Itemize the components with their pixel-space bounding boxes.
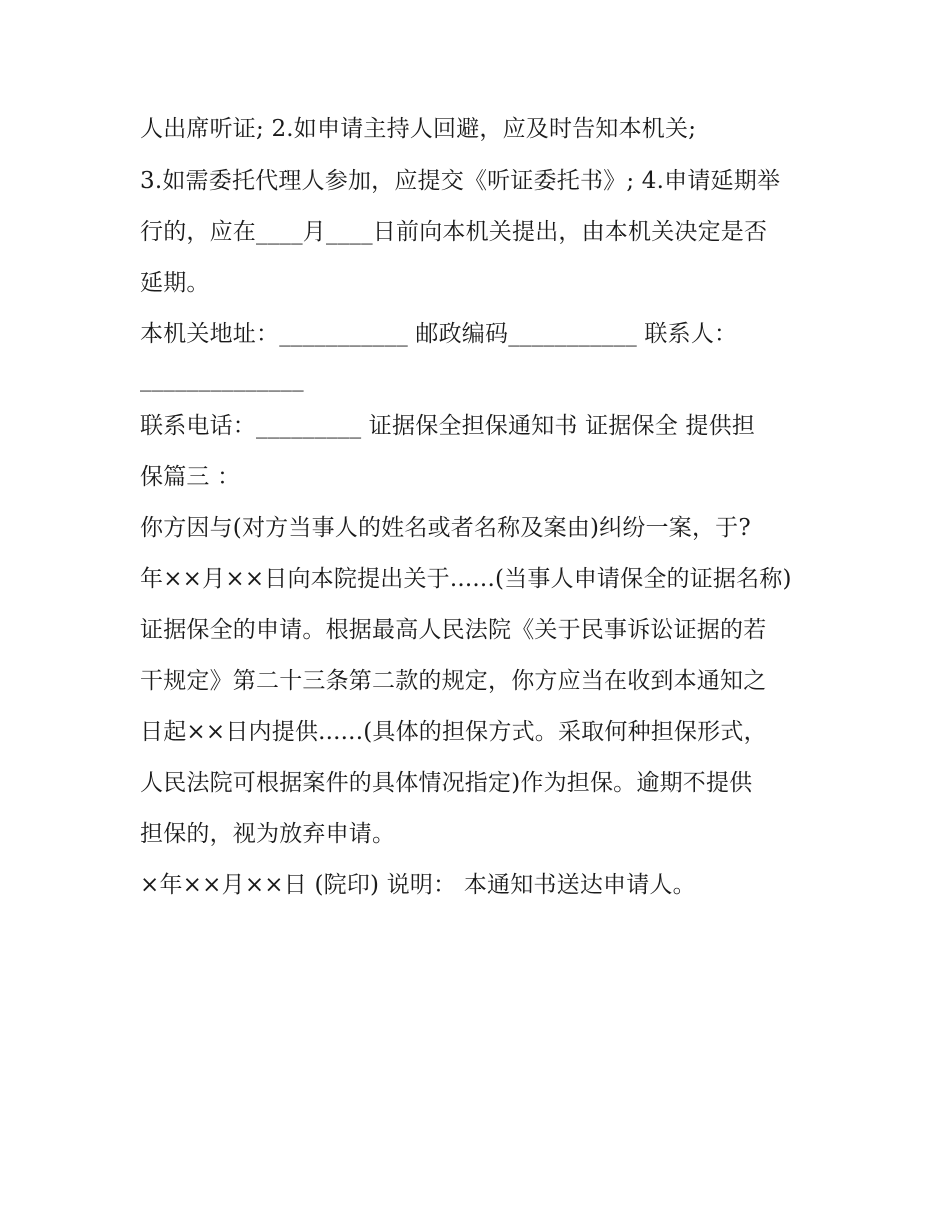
text-line: 3.如需委托代理人参加，应提交《听证委托书》; 4.申请延期举 [140,168,781,194]
text-line: 延期。 [140,270,210,296]
text-line: 联系电话：_________ 证据保全担保通知书 证据保全 提供担 [140,413,756,439]
text-line: 干规定》第二十三条第二款的规定，你方应当在收到本通知之 [140,668,767,694]
text-line: 担保的，视为放弃申请。 [140,821,396,847]
text-line: 日起××日内提供......(具体的担保方式。采取何种担保形式， [140,719,767,745]
text-line: 证据保全的申请。根据最高人民法院《关于民事诉讼证据的若 [140,617,767,643]
text-line: 人出席听证; 2.如申请主持人回避，应及时告知本机关; [140,116,697,142]
text-line: 年××月××日向本院提出关于......(当事人申请保全的证据名称) [140,566,792,592]
text-line: 本机关地址：___________ 邮政编码___________ 联系人： [140,321,738,347]
text-line: ______________ [140,366,304,392]
text-line: 保篇三 ： [140,464,241,490]
text-line: 人民法院可根据案件的具体情况指定)作为担保。逾期不提供 [140,770,753,796]
text-line: 你方因与(对方当事人的姓名或者名称及案由)纠纷一案，于? [140,515,751,541]
text-line: 行的，应在____月____日前向本机关提出，由本机关决定是否 [140,219,768,245]
text-line: ×年××月××日 (院印) 说明： 本通知书送达申请人。 [140,872,696,898]
